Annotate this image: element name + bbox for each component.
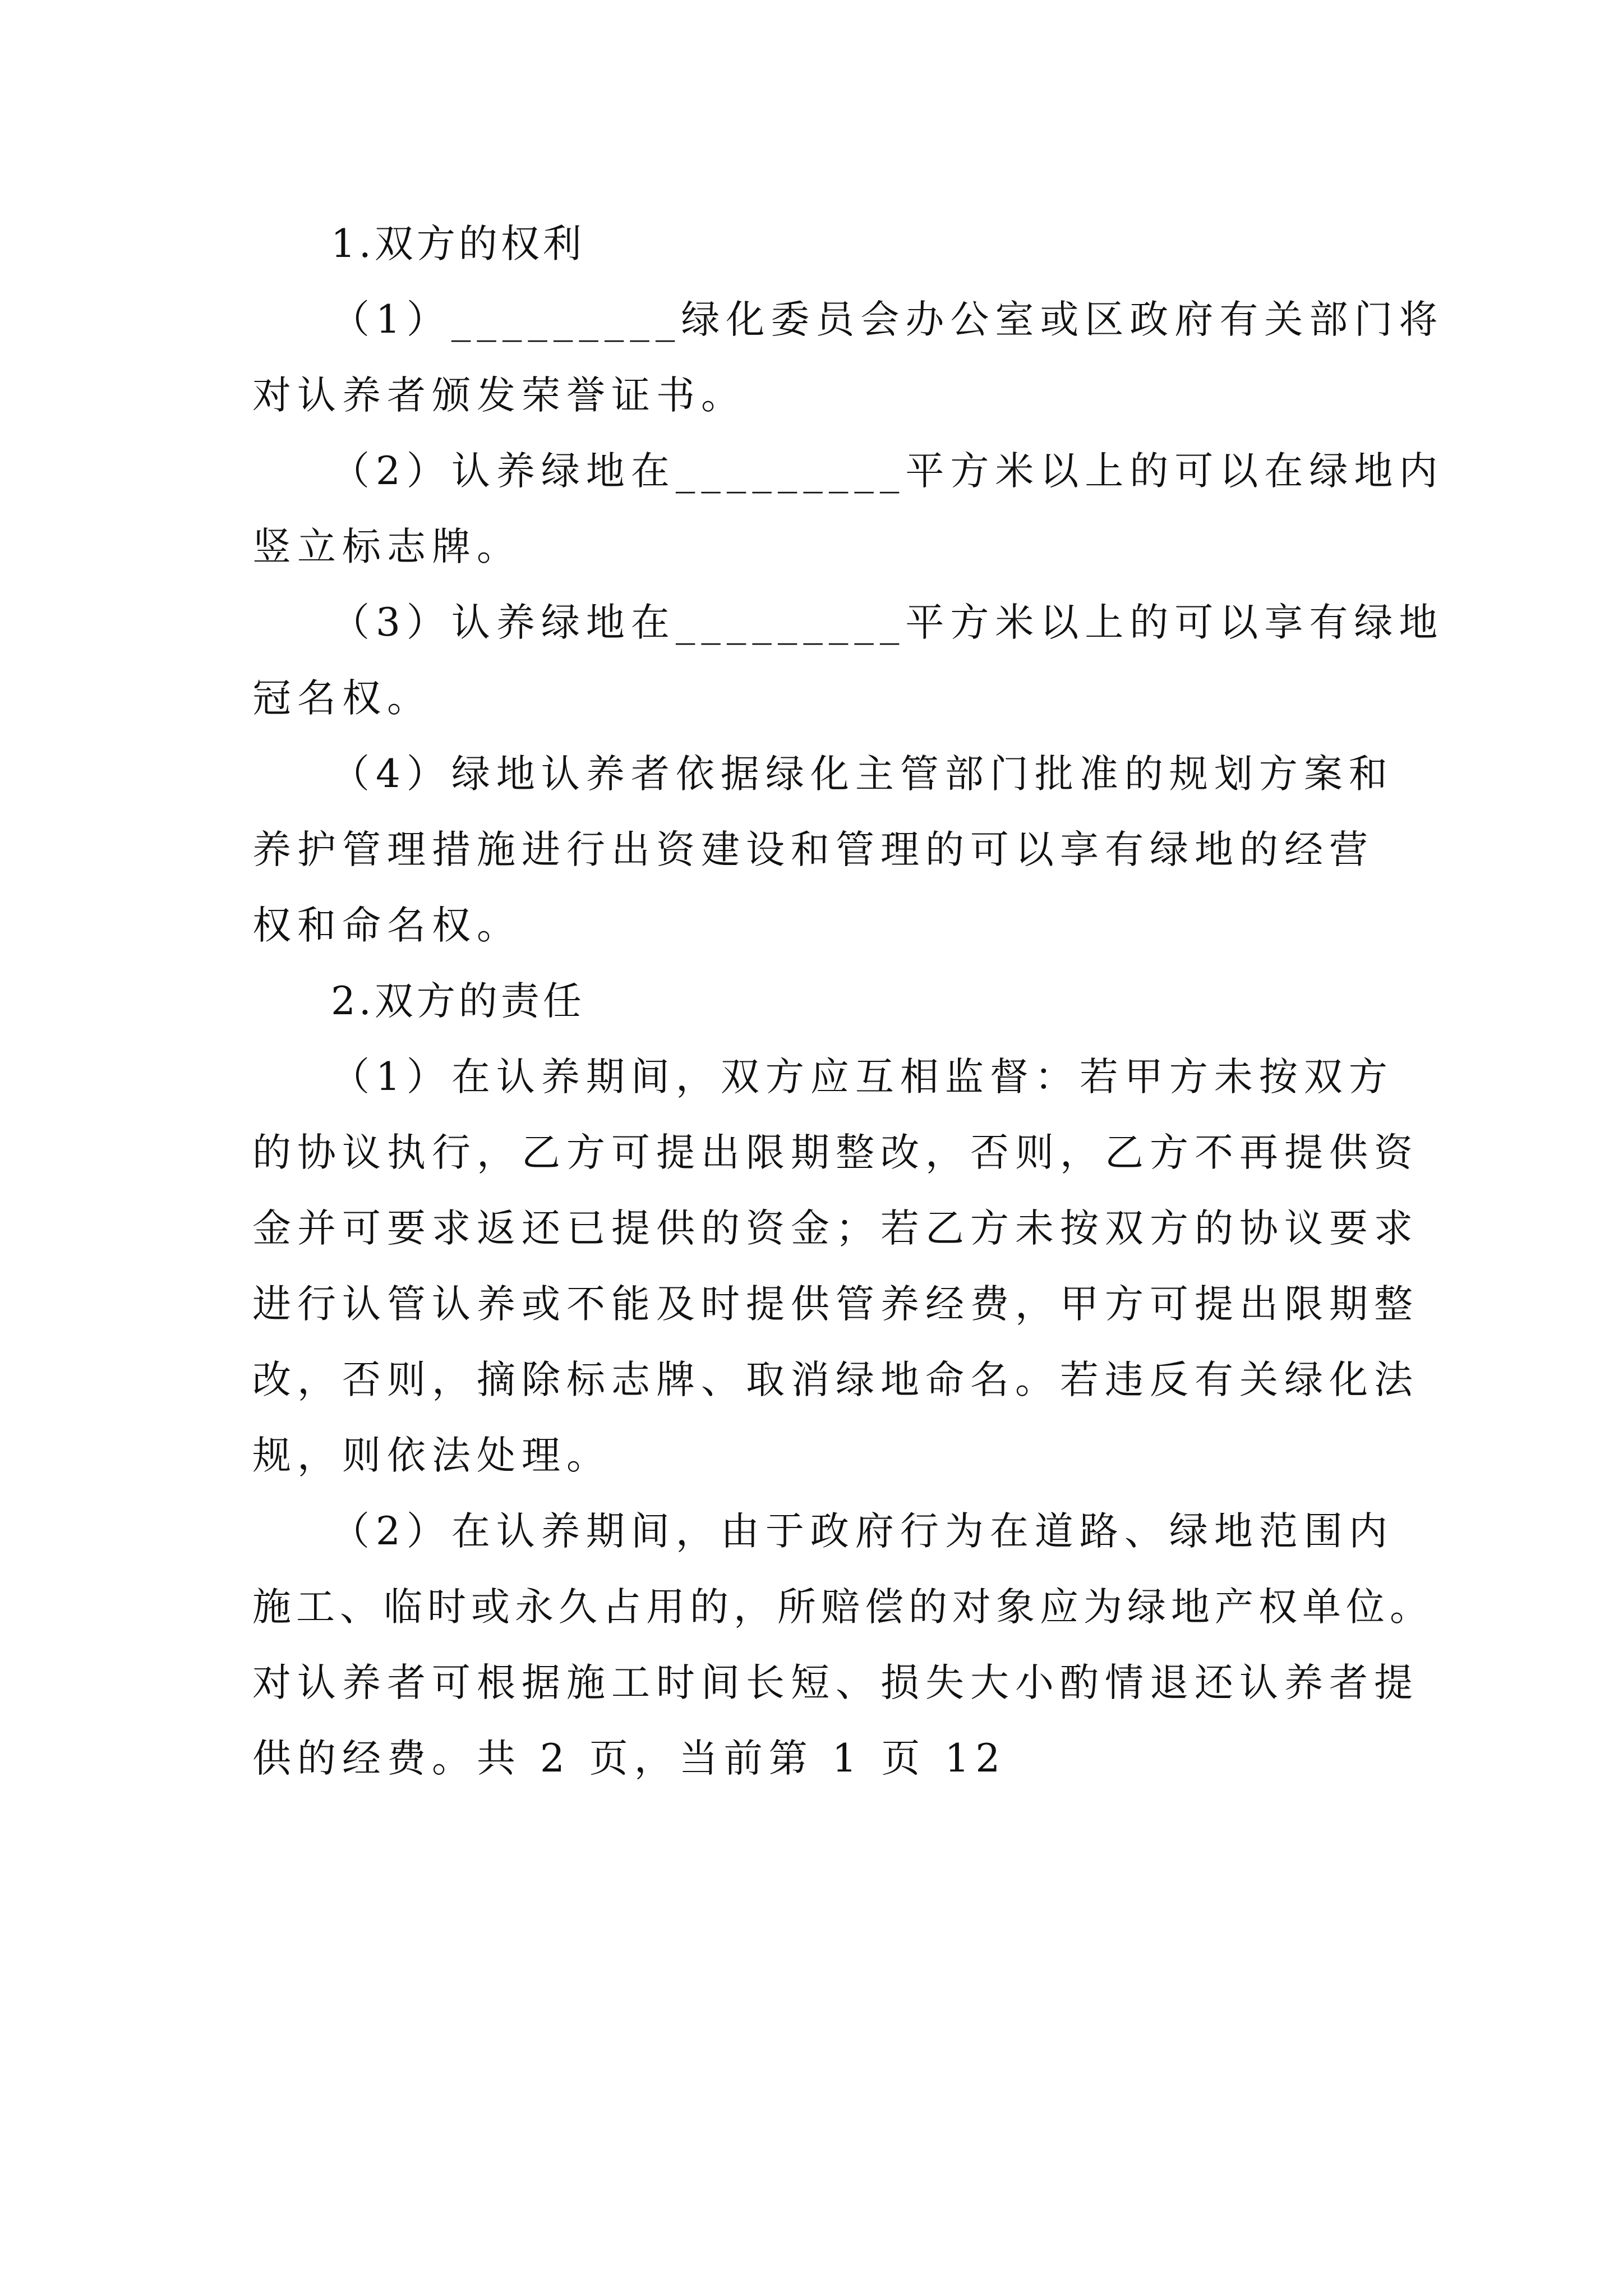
paragraph-line: （2）认养绿地在_________平方米以上的可以在绿地内 <box>331 449 1444 494</box>
paragraph-line: 规，则依法处理。 <box>252 1433 611 1478</box>
paragraph-line: 改，否则，摘除标志牌、取消绿地命名。若违反有关绿化法 <box>252 1358 1419 1402</box>
paragraph-line: 的协议执行，乙方可提出限期整改，否则，乙方不再提供资 <box>252 1130 1419 1175</box>
section-heading-rights: 1.双方的权利 <box>331 222 585 266</box>
paragraph-line: 对认养者颁发荣誉证书。 <box>252 373 746 418</box>
paragraph-line: 金并可要求返还已提供的资金；若乙方未按双方的协议要求 <box>252 1206 1419 1251</box>
paragraph-line: 施工、临时或永久占用的，所赔偿的对象应为绿地产权单位。 <box>252 1585 1433 1630</box>
paragraph-line: （3）认养绿地在_________平方米以上的可以享有绿地 <box>331 600 1444 645</box>
paragraph-line: （1）在认养期间，双方应互相监督：若甲方未按双方 <box>331 1055 1394 1099</box>
paragraph-line: 冠名权。 <box>252 676 432 721</box>
paragraph-line: 竖立标志牌。 <box>252 524 522 569</box>
paragraph-line: （2）在认养期间，由于政府行为在道路、绿地范围内 <box>331 1509 1394 1554</box>
paragraph-line: 对认养者可根据施工时间长短、损失大小酌情退还认养者提 <box>252 1660 1419 1705</box>
paragraph-line-with-page-info: 供的经费。共 2 页，当前第 1 页 12 <box>252 1736 1007 1781</box>
paragraph-line: 权和命名权。 <box>252 903 522 948</box>
paragraph-line: （1）_________绿化委员会办公室或区政府有关部门将 <box>331 297 1444 342</box>
paragraph-line: （4）绿地认养者依据绿化主管部门批准的规划方案和 <box>331 752 1394 797</box>
paragraph-line: 养护管理措施进行出资建设和管理的可以享有绿地的经营 <box>252 827 1374 872</box>
section-heading-responsibilities: 2.双方的责任 <box>331 979 585 1024</box>
paragraph-line: 进行认管认养或不能及时提供管养经费，甲方可提出限期整 <box>252 1282 1419 1327</box>
